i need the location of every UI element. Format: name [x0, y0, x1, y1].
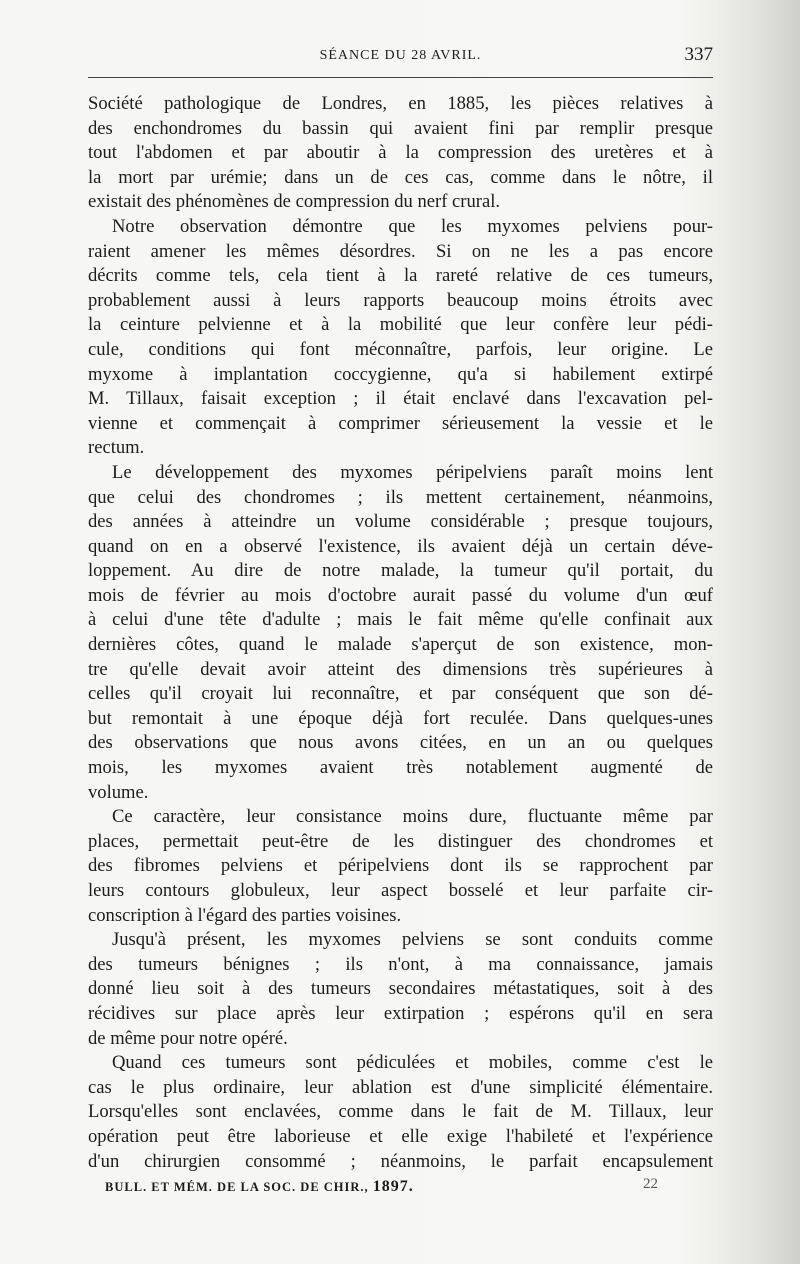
- text-line: Le développement des myxomes péripelviens paraît moins lent: [112, 461, 713, 483]
- text-line: de même pour notre opéré.: [88, 1027, 288, 1049]
- paragraph: [88, 215, 713, 461]
- text-line: à celui d'une tête d'adulte ; mais le fait même qu'elle confinait aux: [88, 609, 713, 631]
- text-line: Lorsqu'elles sont enclavées, comme dans le fait de M. Tillaux, leur: [88, 1101, 713, 1123]
- paragraph: [88, 1051, 713, 1174]
- text-line: des tumeurs bénignes ; ils n'ont, à ma connaissance, jamais: [88, 953, 713, 975]
- page-header: [88, 44, 713, 68]
- text-line: Quand ces tumeurs sont pédiculées et mobiles, comme c'est le: [112, 1052, 713, 1074]
- paragraph: [88, 92, 713, 215]
- text-line: récidives sur place après leur extirpation ; espérons qu'il en sera: [88, 1002, 713, 1024]
- text-line: myxome à implantation coccygienne, qu'a si habilement extirpé: [88, 363, 713, 385]
- text-line: tre qu'elle devait avoir atteint des dimensions très supérieures à: [88, 658, 713, 680]
- text-line: Ce caractère, leur consistance moins dure, fluctuante même par: [112, 806, 713, 828]
- text-line: volume.: [88, 781, 149, 803]
- paragraph: [88, 461, 713, 805]
- text-line: que celui des chondromes ; ils mettent certainement, néanmoins,: [88, 486, 713, 508]
- text-line: opération peut être laborieuse et elle exige l'habileté et l'expérience: [88, 1125, 713, 1147]
- text-line: places, permettait peut-être de les distinguer des chondromes et: [88, 830, 713, 852]
- text-line: des observations que nous avons citées, en un an ou quelques: [88, 732, 713, 754]
- text-line: rectum.: [88, 437, 145, 459]
- text-line: Notre observation démontre que les myxomes pelviens pour-: [112, 215, 713, 237]
- text-line: mois, les myxomes avaient très notablement augmenté de: [88, 757, 713, 779]
- text-line: des fibromes pelviens et péripelviens dont ils se rapprochent par: [88, 855, 713, 877]
- text-line: des années à atteindre un volume considérable ; presque toujours,: [88, 511, 713, 533]
- text-line: raient amener les mêmes désordres. Si on ne les a pas encore: [88, 240, 713, 262]
- text-line: loppement. Au dire de notre malade, la tumeur qu'il portait, du: [88, 560, 713, 582]
- text-line: quand on en a observé l'existence, ils avaient déjà un certain déve-: [88, 535, 713, 557]
- text-line: mois de février au mois d'octobre aurait passé du volume d'un œuf: [88, 584, 713, 606]
- text-line: but remontait à une époque déjà fort reculée. Dans quelques-unes: [88, 707, 713, 729]
- journal-year: 1897.: [372, 1178, 414, 1195]
- paragraph: [88, 928, 713, 1051]
- journal-title: BULL. ET MÉM. DE LA SOC. DE CHIR.,: [105, 1180, 373, 1194]
- signature-mark: 22: [643, 1176, 658, 1192]
- text-line: cule, conditions qui font méconnaître, parfois, leur origine. Le: [88, 338, 713, 360]
- page-number: 337: [684, 44, 713, 65]
- header-rule: [88, 77, 713, 78]
- text-line: Jusqu'à présent, les myxomes pelviens se sont conduits comme: [112, 929, 713, 951]
- text-line: la ceinture pelvienne et à la mobilité que leur confère leur pédi-: [88, 314, 713, 336]
- text-line: celles qu'il croyait lui reconnaître, et par conséquent que son dé-: [88, 683, 713, 705]
- text-line: vienne et commençait à comprimer sérieusement la vessie et le: [88, 412, 713, 434]
- text-line: d'un chirurgien consommé ; néanmoins, le parfait encapsulement: [88, 1150, 713, 1172]
- text-line: des enchondromes du bassin qui avaient fini par remplir presque: [88, 117, 713, 139]
- text-line: tout l'abdomen et par aboutir à la compression des uretères et à: [88, 142, 713, 164]
- body-text: [88, 92, 713, 1174]
- text-line: existait des phénomènes de compression du nerf crural.: [88, 191, 501, 213]
- text-line: M. Tillaux, faisait exception ; il était enclavé dans l'excavation pel-: [88, 388, 713, 410]
- text-line: cas le plus ordinaire, leur ablation est d'une simplicité élémentaire.: [88, 1076, 713, 1098]
- text-line: conscription à l'égard des parties voisines.: [88, 904, 402, 926]
- text-line: décrits comme tels, cela tient à la rareté relative de ces tumeurs,: [88, 265, 713, 287]
- text-line: leurs contours globuleux, leur aspect bosselé et leur parfaite cir-: [88, 880, 713, 901]
- footer-journal: [105, 1178, 414, 1196]
- text-line: Société pathologique de Londres, en 1885, les pièces relatives à: [88, 93, 713, 114]
- text-line: dernières côtes, quand le malade s'aperçut de son existence, mon-: [88, 634, 713, 656]
- text-line: donné lieu soit à des tumeurs secondaires métastatiques, soit à des: [88, 978, 713, 1000]
- running-title: SÉANCE DU 28 AVRIL.: [319, 48, 482, 63]
- text-line: probablement aussi à leurs rapports beaucoup moins étroits avec: [88, 289, 713, 311]
- paragraph: [88, 805, 713, 928]
- text-line: la mort par urémie; dans un de ces cas, comme dans le nôtre, il: [88, 166, 713, 188]
